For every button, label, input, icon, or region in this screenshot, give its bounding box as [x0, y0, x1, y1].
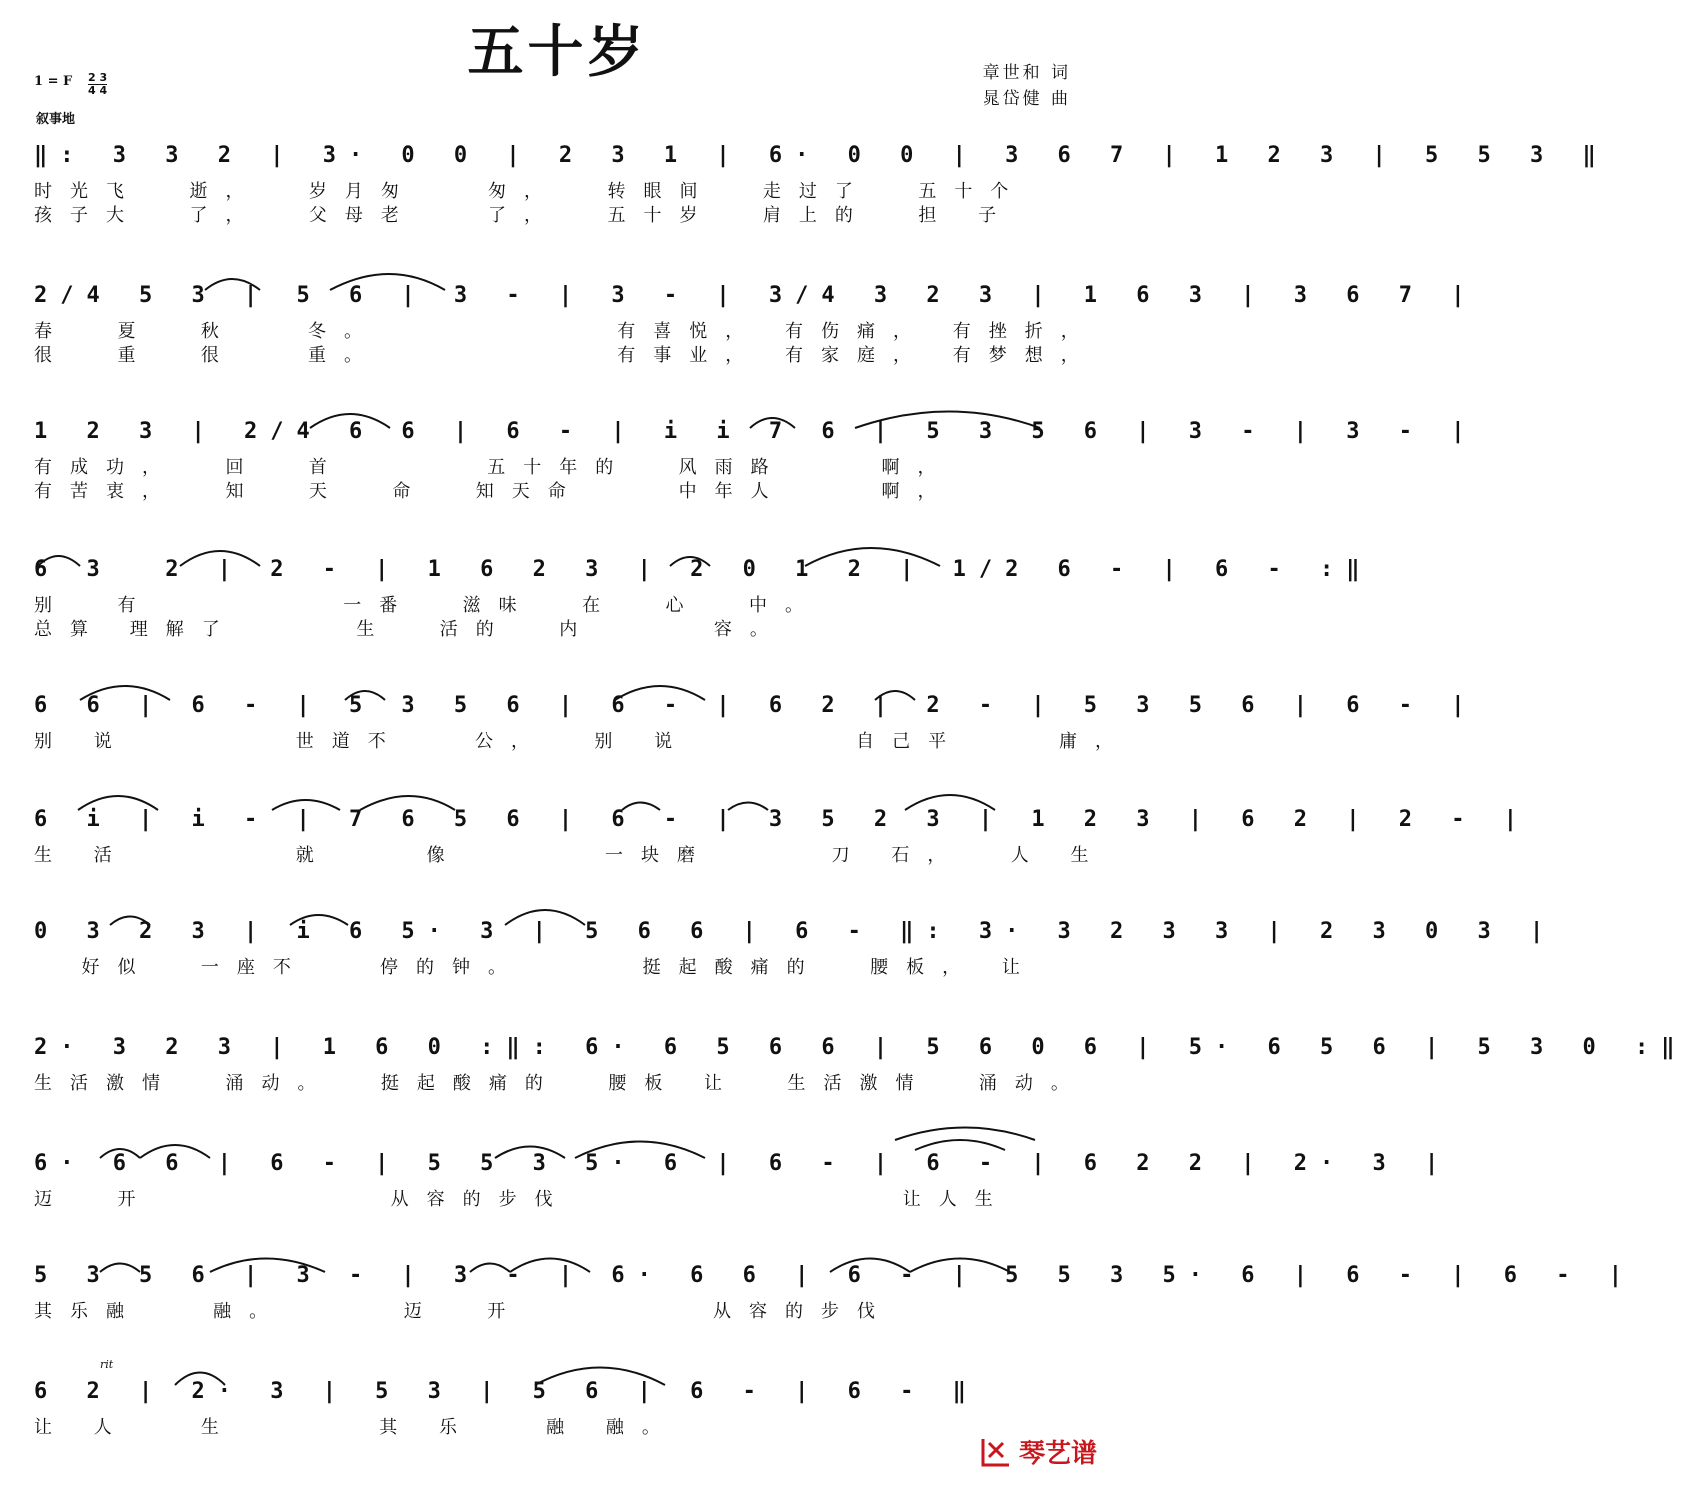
slur-arc	[205, 279, 260, 290]
notation-line: 2/4 5 3 | 5 6 | 3 - | 3 - | 3/4 3 2 3 | 1 6 3 | 3 6 7 |	[34, 283, 1478, 308]
notation-line: 6 i | i - | 7 6 5 6 | 6 - | 3 5 2 3 | 1 2 3 | 6 2 | 2 - |	[34, 807, 1530, 832]
lyricist-credit: 章世和 词	[982, 63, 1071, 83]
meter-numerators: 2 3	[88, 71, 108, 84]
slur-arc	[575, 1142, 705, 1159]
slur-arc	[622, 803, 660, 811]
lyric-line: 好似 一座不 停的钟。 挺起酸痛的 腰板， 让	[34, 957, 1038, 978]
slur-arc	[345, 691, 385, 700]
lyric-line: 生活激情 涌动。 挺起酸痛的 腰板 让 生活激情 涌动。	[34, 1073, 1087, 1094]
slur-arc	[100, 1264, 140, 1273]
slur-arc	[670, 557, 710, 566]
slur-arc	[535, 1368, 665, 1386]
lyric-line: 生 活 就 像 一块磨 刀 石， 人 生	[34, 845, 1107, 866]
slur-arc	[750, 418, 795, 428]
slur-arc	[615, 686, 705, 700]
slur-arc	[728, 803, 768, 811]
lyric-verse-1: 有成功， 回 首 五十年的 风雨路 啊，	[34, 457, 954, 478]
slur-arc	[510, 1259, 590, 1273]
slur-arc	[830, 1259, 910, 1273]
notation-line: ‖: 3 3 2 | 3· 0 0 | 2 3 1 | 6· 0 0 | 3 6 7 | 1 2 3 | 5 5 3 ‖	[34, 143, 1609, 168]
slur-arc	[495, 1147, 565, 1159]
slur-arc	[175, 1373, 225, 1386]
slur-arc	[470, 1264, 510, 1273]
slur-arc	[310, 414, 390, 428]
notation-line: 2· 3 2 3 | 1 6 0 :‖: 6· 6 5 6 6 | 5 6 0 6 | 5· 6 5 6 | 5 3 0 :‖	[34, 1035, 1687, 1060]
tempo-marking: 叙事地	[36, 112, 76, 127]
lyric-verse-1: 春 夏 秋 冬。 有喜悦， 有伤痛， 有挫折，	[34, 321, 1097, 342]
lyric-verse-2: 有苦衷， 知 天 命 知天命 中年人 啊，	[34, 481, 954, 502]
lyric-line: 其乐融 融。 迈 开 从容的步伐	[34, 1301, 893, 1322]
lyric-verse-2: 总算 理解了 生 活的 内 容。	[34, 619, 786, 640]
slur-arc	[910, 1259, 1010, 1273]
slur-arc	[78, 796, 158, 810]
composer-credit: 晁岱健 曲	[982, 89, 1071, 109]
slur-arc	[875, 691, 915, 700]
ritardando-mark: rit	[100, 1358, 114, 1371]
slur-arc	[805, 548, 940, 566]
slur-arc	[330, 274, 445, 290]
notation-line: 1 2 3 | 2/4 6 6 | 6 - | i i 7 6 | 5 3 5 6 | 3 - | 3 - |	[34, 419, 1478, 444]
slur-arc	[38, 556, 80, 566]
slur-arc	[290, 915, 348, 925]
notation-line: 6 3 2 | 2 - | 1 6 2 3 | 2 0 1 2 | 1/2 6 - | 6 - :‖	[34, 557, 1373, 582]
watermark	[979, 1433, 1097, 1470]
slur-arc	[210, 1259, 325, 1273]
slur-arc	[915, 1140, 1005, 1150]
slur-arc	[505, 910, 585, 925]
slur-arc	[855, 412, 1040, 429]
slur-arc	[100, 1149, 140, 1158]
lyric-verse-1: 时光飞 逝， 岁月匆 匆， 转眼间 走过了 五十个	[34, 181, 1027, 202]
lyric-line: 别 说 世道不 公， 别 说 自己平 庸，	[34, 731, 1132, 752]
notation-line: 5 3 5 6 | 3 - | 3 - | 6· 6 6 | 6 - | 5 5 3 5· 6 | 6 - | 6 - |	[34, 1263, 1635, 1288]
watermark-text: 琴艺谱	[1018, 1439, 1097, 1469]
key-signature: 1 = F	[34, 74, 73, 89]
notation-line: 6 2 | 2· 3 | 5 3 | 5 6 | 6 - | 6 - ‖	[34, 1379, 979, 1404]
notation-line: 6 6 | 6 - | 5 3 5 6 | 6 - | 6 2 | 2 - | 5 3 5 6 | 6 - |	[34, 693, 1478, 718]
lyric-verse-2: 很 重 很 重。 有事业， 有家庭， 有梦想，	[34, 345, 1097, 366]
slur-arc	[140, 1145, 210, 1158]
slur-arc	[360, 796, 455, 810]
song-title: 五十岁	[467, 20, 648, 85]
slur-arc	[80, 686, 170, 700]
notation-line: 0 3 2 3 | i 6 5· 3 | 5 6 6 | 6 - ‖: 3· 3 2 3 3 | 2 3 0 3 |	[34, 919, 1557, 944]
slur-arc	[180, 551, 260, 566]
slur-arc	[272, 800, 340, 810]
lyric-line: 让 人 生 其 乐 融 融。	[34, 1417, 678, 1438]
logo-icon	[979, 1435, 1013, 1469]
lyric-verse-2: 孩子大 了， 父母老 了， 五十岁 肩上的 担 子	[34, 205, 1015, 226]
slur-arc	[110, 917, 150, 926]
notation-line: 6· 6 6 | 6 - | 5 5 3 5· 6 | 6 - | 6 - | 6 2 2 | 2· 3 |	[34, 1151, 1452, 1176]
lyric-verse-1: 别 有 一番 滋味 在 心 中。	[34, 595, 821, 616]
meter-denominators: 4 4	[88, 84, 108, 97]
slur-arc	[905, 795, 995, 810]
lyric-line: 迈 开 从容的步伐 让人生	[34, 1189, 1011, 1210]
slur-arc	[895, 1128, 1035, 1141]
